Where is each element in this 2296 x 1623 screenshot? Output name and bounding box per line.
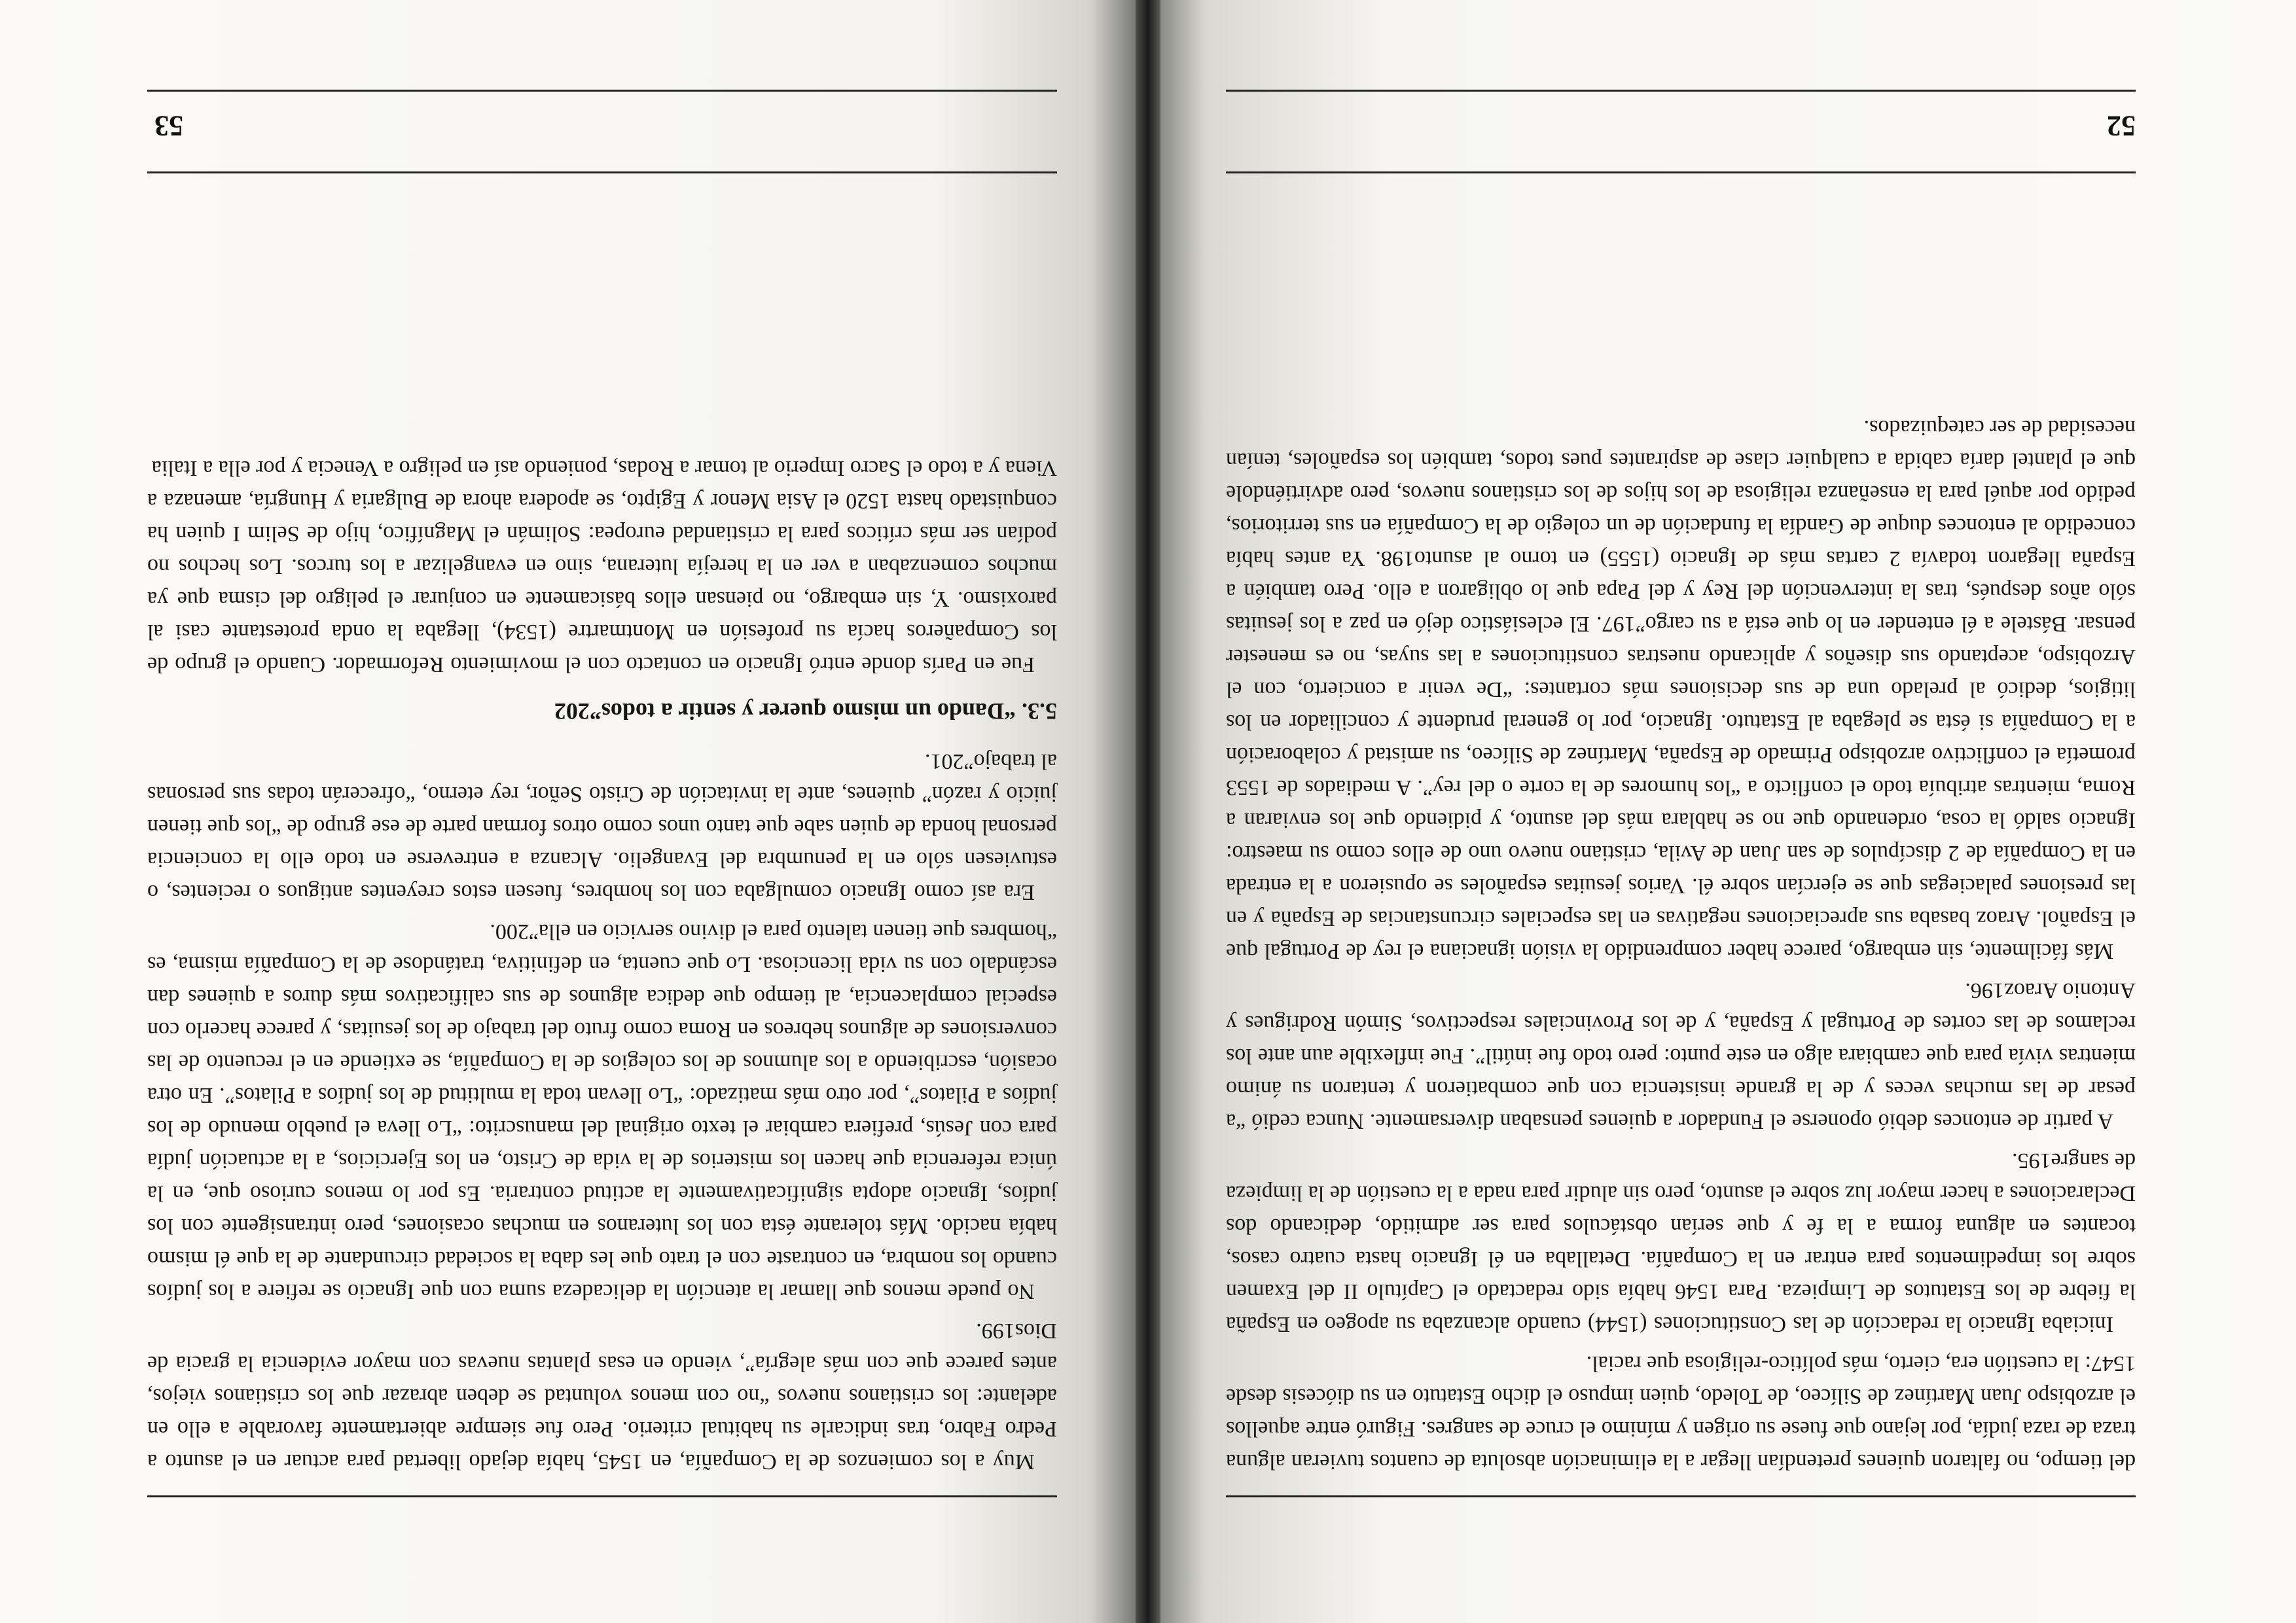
footer-rule: [147, 90, 1057, 92]
page-52: [1160, 0, 2296, 1623]
paragraph: A partir de entonces debió oponerse el Fundador a quienes pensaban diversamente. Nunca cedió “a pesar de las muchas veces y de la grande insistencia con que combatieron y tentaron su ánimo mientras vivía para que cambiara algo en este punto: pero todo fue inútil”. Fue inflexible aun ante los reclamos de las cortes de Portugal y España, y de los Provinciales respectivos, Simón Rodrigues y Antonio Araoz196.: [1226, 978, 2136, 1133]
bottom-rule: [147, 171, 1057, 173]
paragraph: No puede menos que llamar la atención la delicadeza suma con que Ignacio se refiere a los judíos cuando los nombra, en contraste con el trato que les daba la sociedad circundante de la que él mismo había nacido. Más tolerante ésta con los luteranos en muchas ocasiones, pero intransigente con los judíos, Ignacio adopta significativamente la actitud contraria. Es por lo menos curioso que, en la única referencia que hacen los misterios de la vida de Cristo, en los Ejercicios, a la actuación judía para con Jesús, prefiera cambiar el texto original del manuscrito: “Lo lleva el pueblo menudo de los judíos a Pilatos”, por otro más matizado: “Lo llevan toda la multitud de los judíos a Pilatos”. En otra ocasión, escribiendo a los alumnos de los colegios de la Compañía, se extiende en el recuento de las conversiones de algunos hebreos en Roma como fruto del trabajo de los jesuitas, y parece hacerlo con especial complacencia, al tiempo que dedica algunos de sus calificativos más duros a quienes dan escándalo con su vida licenciosa. Lo que cuenta, en definitiva, tratándose de la Compañía misma, es “hombres que tienen talento para el divino servicio en ella”200.: [147, 919, 1057, 1304]
folio-52: 52: [2107, 110, 2136, 142]
paragraph: Era así como Ignacio comulgaba con los hombres, fuesen estos creyentes antiguos o recientes, o estuviesen sólo en la penumbra del Evangelio. Alcanza a entreverse en todo ello la conciencia personal honda de quien sabe que tanto unos como otros forman parte de ese grupo de “los que tienen juicio y razón” quienes, ante la invitación de Cristo Señor, rey eterno, “ofrecerán todas sus personas al trabajo”201.: [147, 749, 1057, 904]
footer-rule: [1226, 90, 2136, 92]
page-53: [0, 0, 1136, 1623]
paragraph: Fue en París donde entró Ignacio en contacto con el movimiento Reformador. Cuando el grupo de los Compañeros hacía su profesión en Montmartre (1534), llegaba la onda protestante casi al paroxismo. Y, sin embargo, no piensan ellos básicamente en conjurar el peligro del cisma que ya muchos comenzaban a ver en la herejía luterana, sino en evangelizar a los turcos. Los hechos no podían ser más críticos para la cristiandad europea: Solimán el Magnífico, hijo de Selim I quien ha conquistado hasta 1520 el Asia Menor y Egipto, se apodera ahora de Bulgaria y Hungría, amenaza a Viena y a todo el Sacro Imperio al tomar a Rodas, poniendo así en peligro a Venecia y por ella a Italia: [147, 456, 1057, 677]
page-52-text: [1226, 404, 2136, 1478]
paragraph: Muy a los comienzos de la Compañía, en 1545, había dejado libertad para actuar en el asunto a Pedro Fabro, tras indicarle su habitual criterio. Pero fue siempre abiertamente favorable a ello en adelante: los cristianos nuevos “no con menos voluntad se deben abrazar que los cristianos viejos, antes parece que con más alegría”, viendo en esas plantas nuevas con mayor evidencia la gracia de Dios199.: [147, 1319, 1057, 1474]
bottom-rule: [1226, 171, 2136, 173]
paragraph: del tiempo, no faltaron quienes pretendían llegar a la eliminación absoluta de cuantos tuvieran alguna traza de raza judía, por lejano que fuese su origen y mínimo el cruce de sangres. Figuró entre aquellos el arzobispo Juan Martínez de Silíceo, de Toledo, quien impuso el dicho Estatuto en su diócesis desde 1547: la cuestión era, cierto, más político-religiosa que racial.: [1226, 1351, 2136, 1474]
top-rule: [147, 1495, 1057, 1497]
page-53-text: [147, 445, 1057, 1478]
folio-53: 53: [154, 110, 183, 142]
book-gutter: [1136, 0, 1160, 1623]
paragraph: Más fácilmente, sin embargo, parece haber comprendido la visión ignaciana el rey de Portugal que el Español. Araoz basaba sus apreciaciones negativas en las especiales circunstancias de España y en las presiones palaciegas que se ejercían sobre él. Varios jesuitas españoles se opusieron a la entrada en la Compañía de 2 discípulos de san Juan de Avila, cristiano nuevo uno de ellos como su maestro: Ignacio saldó la cosa, ordenando que no se hablara más del asunto, y pidiendo que los enviaran a Roma, mientras atribuía todo el conflicto a “los humores de la corte o del rey”. A mediados de 1553 prometía el conflictivo arzobispo Primado de España, Martínez de Silíceo, su amistad y colaboración a la Compañía si ésta se plegaba al Estatuto. Ignacio, por lo general prudente y conciliador en los litigios, dedicó al prelado una de sus decisiones más cortantes: “De venir a concierto, con el Arzobispo, aceptando sus diseños y aplicando nuestras constituciones a las suyas, no es menester pensar. Bástele a él entender en lo que está a su cargo”197. El eclesiástico dejó en paz a los jesuitas sólo años después, tras la intervención del Rey y del Papa que lo obligaron a ello. Pero también a España llegaron todavía 2 cartas más de Ignacio (1555) en torno al asunto198. Ya antes había concedido al entonces duque de Gandía la fundación de un colegio de la Compañía en sus territorios, pedido por aquél para la enseñanza religiosa de los hijos de los cristianos nuevos, pero advirtiéndole que el plantel daría cabida a cualquier clase de aspirantes pues todos, también los españoles, tenían necesidad de ser catequizados.: [1226, 416, 2136, 963]
paragraph: Iniciaba Ignacio la redacción de las Constituciones (1544) cuando alcanzaba su apogeo en España la fiebre de los Estatutos de Limpieza. Para 1546 había sido redactado el Capítulo II del Examen sobre los impedimentos para entrar en la Compañía. Detallaba en él Ignacio hasta cuatro casos, tocantes en alguna forma a la fe y que serían obstáculos para ser admitido, dedicando dos Declaraciones a hacer mayor luz sobre el asunto, pero sin aludir para nada a la cuestión de la limpieza de sangre195.: [1226, 1149, 2136, 1336]
top-rule: [1226, 1495, 2136, 1497]
section-heading: 5.3. “Dando un mismo querer y sentir a todos”202: [554, 698, 1057, 724]
